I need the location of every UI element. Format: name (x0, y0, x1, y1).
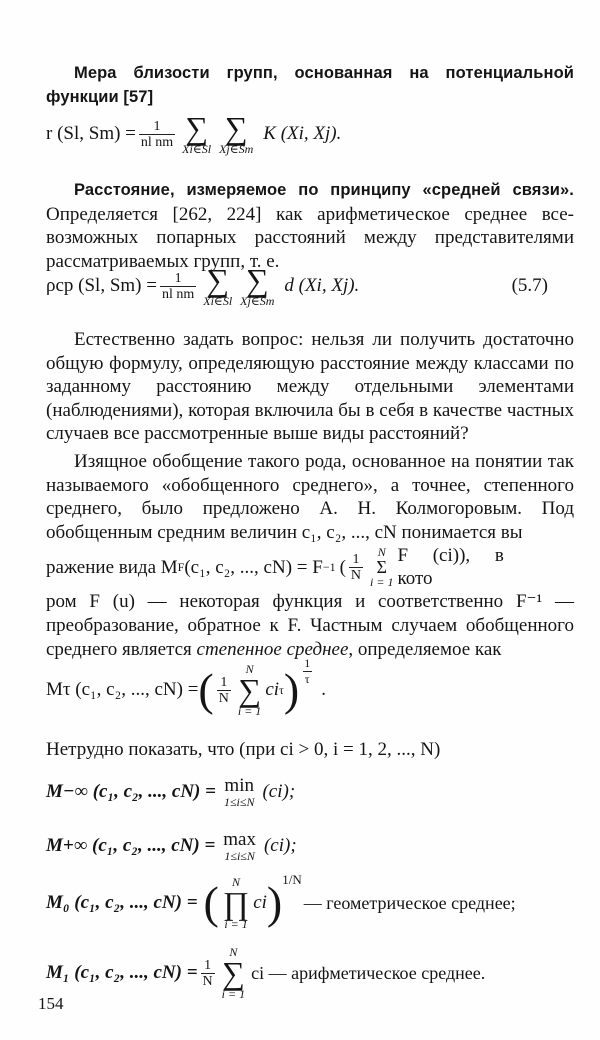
exponent: 1/N (282, 872, 302, 887)
formula-fraction (201, 958, 215, 989)
fraction-numerator: 1 (304, 656, 311, 670)
paren-right: ) (283, 664, 300, 715)
sum-symbol: N ∑ i = 1 (221, 944, 246, 1001)
fraction-numerator: 1 (220, 674, 228, 690)
sum-upper-limit: N (377, 544, 386, 559)
formula-max (46, 820, 297, 872)
formula-fraction (139, 119, 175, 150)
sum-limit: Xj∈Sm (240, 293, 275, 308)
product-upper-limit: N (232, 874, 241, 889)
formula-fraction (217, 675, 231, 706)
sum-limit: Xi∈Sl (182, 141, 212, 156)
fraction-denominator: N (218, 690, 229, 706)
product-limit: i = 1 (224, 916, 248, 931)
sum-limit: i = 1 (221, 986, 246, 1001)
fraction-numerator: 1 (153, 118, 161, 134)
max-operator (223, 830, 256, 863)
paragraph-text: Нетрудно показать, что (при ci > 0, i = 1, 2, ..., N) (46, 739, 441, 760)
paragraph-text: Естественно задать вопрос: нельзя ли получить достаточно общую формулу, определяющую расстояние между классами по заданному расстоянию между отдельными элементами (наблюдениями), которая включила бы в себя в качестве частных случаев все рассмотренные выше виды расстояний? (46, 329, 574, 445)
sum-symbol (370, 546, 393, 589)
paragraph-text (46, 590, 574, 661)
fraction-denominator: τ (304, 672, 310, 686)
formula-end: . (321, 679, 326, 700)
superscript: τ (279, 682, 284, 697)
fraction-denominator: nl nm (161, 286, 195, 302)
operator-limit: 1≤i≤N (224, 848, 255, 863)
formula-lhs: M+∞ (c₁, c₂, ..., cN) = (46, 835, 216, 856)
formula-lhs: M−∞ (c₁, c₂, ..., cN) = (46, 781, 216, 802)
formula-geometric-mean (46, 866, 516, 940)
sum-upper-limit: N (245, 661, 254, 676)
operator-limit: 1≤i≤N (223, 794, 255, 809)
operator-name: min (224, 774, 254, 796)
paren-right: ) (266, 877, 283, 928)
sum-term: ci (265, 679, 280, 700)
sum-limit: i = 1 (237, 703, 262, 718)
sum-symbol: ∑ Xj∈Sm (219, 109, 254, 156)
sum-limit: i = 1 (370, 574, 394, 589)
formula-rhs: — геометрическое среднее; (303, 892, 516, 913)
fraction-denominator: nl nm (140, 134, 174, 150)
sum-symbol: N ∑ i = 1 (237, 661, 262, 718)
sum-limit: Xi∈Sl (203, 293, 233, 308)
sum-symbol: ∑ Xj∈Sm (240, 261, 275, 308)
paren-left: ( (203, 877, 219, 928)
paragraph-text: Изящное обобщение такого рода, основанное на понятии так называемого «обобщенного среднего», а точнее, степенного среднего, было предложено А. Н. Колмогоровым. Под обобщенным средним величин c₁, c₂, ..., cN понимается вы (46, 451, 574, 543)
formula-rhs: (ci); (262, 781, 296, 802)
product-sign: ∏ (222, 884, 250, 921)
inline-fraction (349, 552, 363, 583)
fraction-denominator: N (202, 973, 213, 989)
formula-lhs: M₁ (c₁, c₂, ..., cN) = (46, 962, 198, 983)
paren-left: ( (198, 664, 214, 715)
fraction-denominator: N (350, 567, 362, 583)
heading-potential-function (46, 62, 574, 109)
formula-rhs: d (Xi, Xj). (284, 275, 360, 296)
operator-name: max (223, 828, 256, 850)
sum-symbol: ∑ Xi∈Sl (203, 261, 233, 308)
paragraph-kolmogorov (46, 450, 574, 661)
formula-lhs: Mτ (c₁, c₂, ..., cN) = (46, 679, 199, 700)
formula-fraction (160, 271, 196, 302)
paragraph-rest: Определяется [262, 224] как арифметическое среднее всевозможных попарных расстояний между представителями рассматриваемых групп, т. е. (46, 203, 574, 272)
formula-rhs: K (Xi, Xj). (263, 123, 342, 144)
outer-exponent (302, 656, 312, 687)
fraction-numerator: 1 (174, 270, 182, 286)
sum-sign: Σ (376, 556, 387, 577)
product-symbol (223, 876, 249, 931)
inline-text: (c₁, c₂, ..., cN) = F (184, 556, 323, 578)
inline-text: , определяемое как (348, 638, 502, 660)
heading-text: Мера близости групп, основанная на потенциальной функции [57] (46, 64, 574, 106)
formula-average-linkage (46, 256, 574, 316)
formula-power-mean (46, 652, 326, 728)
superscript: −1 (322, 559, 336, 574)
formula-rhs: (ci); (263, 835, 297, 856)
sum-limit: Xj∈Sm (219, 141, 254, 156)
formula-arithmetic-mean (46, 938, 485, 1008)
inline-text: F (ci)), в кото (397, 544, 504, 590)
formula-potential (46, 104, 341, 164)
product-term: ci (253, 892, 267, 913)
min-operator (224, 776, 255, 809)
inline-text: ражение вида M (46, 556, 178, 578)
paragraph-question (46, 328, 574, 446)
fraction-numerator: 1 (204, 957, 212, 973)
generalized-mean-line: ражение вида M F (c₁, c₂, ..., cN) = F −1 ( $\frac{1}{N}$ N Σ i = 1 F (ci)), в кото (46, 544, 504, 590)
formula-rhs: ci — арифметическое среднее. (251, 962, 486, 983)
page-number: 154 (38, 994, 64, 1013)
equation-number: (5.7) (511, 275, 548, 296)
formula-min (46, 766, 295, 818)
paragraph-bold-lead: Расстояние, измеряемое по принципу «средней связи». (74, 181, 574, 199)
inline-text: ром F (u) — некоторая функция и соответственно F⁻¹ — преобразование, обратное к F. Частным случаем обобщенного среднего является (46, 591, 574, 660)
fraction-numerator: 1 (352, 551, 360, 567)
paragraph-nontrivial (46, 738, 574, 762)
formula-lhs: M₀ (c₁, c₂, ..., cN) = (46, 892, 198, 913)
superscript: F (177, 559, 185, 574)
sum-upper-limit: N (229, 944, 238, 959)
formula-lhs: ρср (Sl, Sm) = (46, 275, 157, 296)
sum-symbol: ∑ Xi∈Sl (182, 109, 212, 156)
italic-term: степенное среднее (196, 638, 349, 660)
formula-lhs: r (Sl, Sm) = (46, 123, 136, 144)
